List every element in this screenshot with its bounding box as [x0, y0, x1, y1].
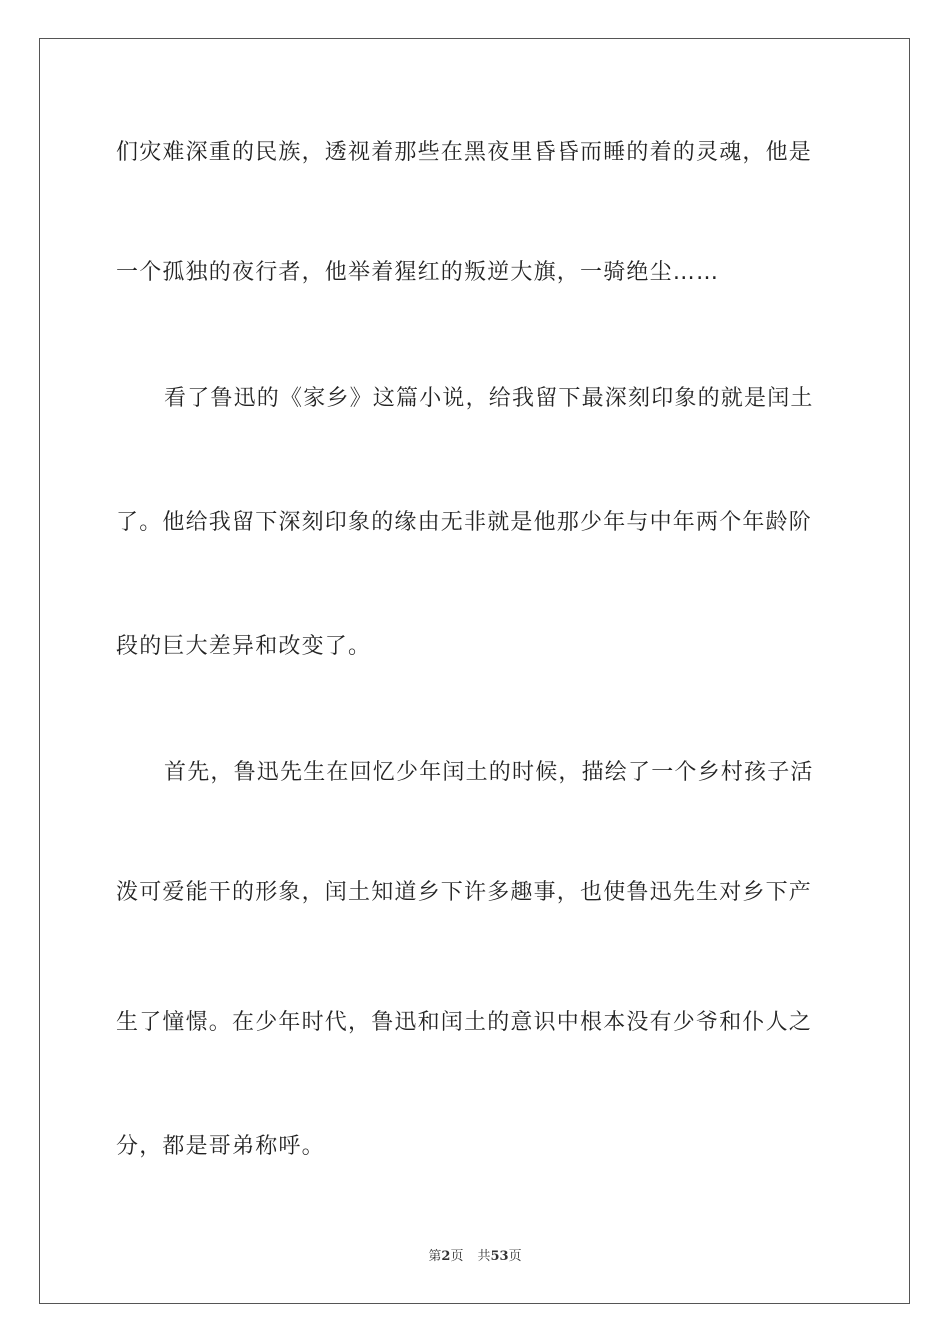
text-line-9: 分，都是哥弟称呼。 — [116, 1134, 325, 1159]
page-border — [39, 38, 910, 1304]
page-suffix: 页 — [450, 1249, 464, 1264]
text-line-3: 看了鲁迅的《家乡》这篇小说，给我留下最深刻印象的就是闰土 — [164, 386, 814, 411]
text-line-6: 首先，鲁迅先生在回忆少年闰土的时候，描绘了一个乡村孩子活 — [164, 760, 814, 785]
text-line-7: 泼可爱能干的形象，闰土知道乡下许多趣事，也使鲁迅先生对乡下产 — [116, 880, 813, 905]
total-suffix: 页 — [508, 1249, 522, 1264]
total-pages: 53 — [490, 1249, 509, 1264]
text-line-1: 们灾难深重的民族，透视着那些在黑夜里昏昏而睡的着的灵魂，他是 — [116, 140, 813, 165]
text-line-2: 一个孤独的夜行者，他举着猩红的叛逆大旗，一骑绝尘…… — [116, 260, 720, 285]
page-footer — [0, 1248, 950, 1266]
text-line-4: 了。他给我留下深刻印象的缘由无非就是他那少年与中年两个年龄阶 — [116, 510, 813, 535]
text-line-5: 段的巨大差异和改变了。 — [116, 634, 372, 659]
text-line-8: 生了憧憬。在少年时代，鲁迅和闰土的意识中根本没有少爷和仆人之 — [116, 1010, 813, 1035]
page-number: 2 — [441, 1249, 451, 1264]
total-prefix: 共 — [477, 1249, 491, 1264]
page-prefix: 第 — [428, 1249, 442, 1264]
